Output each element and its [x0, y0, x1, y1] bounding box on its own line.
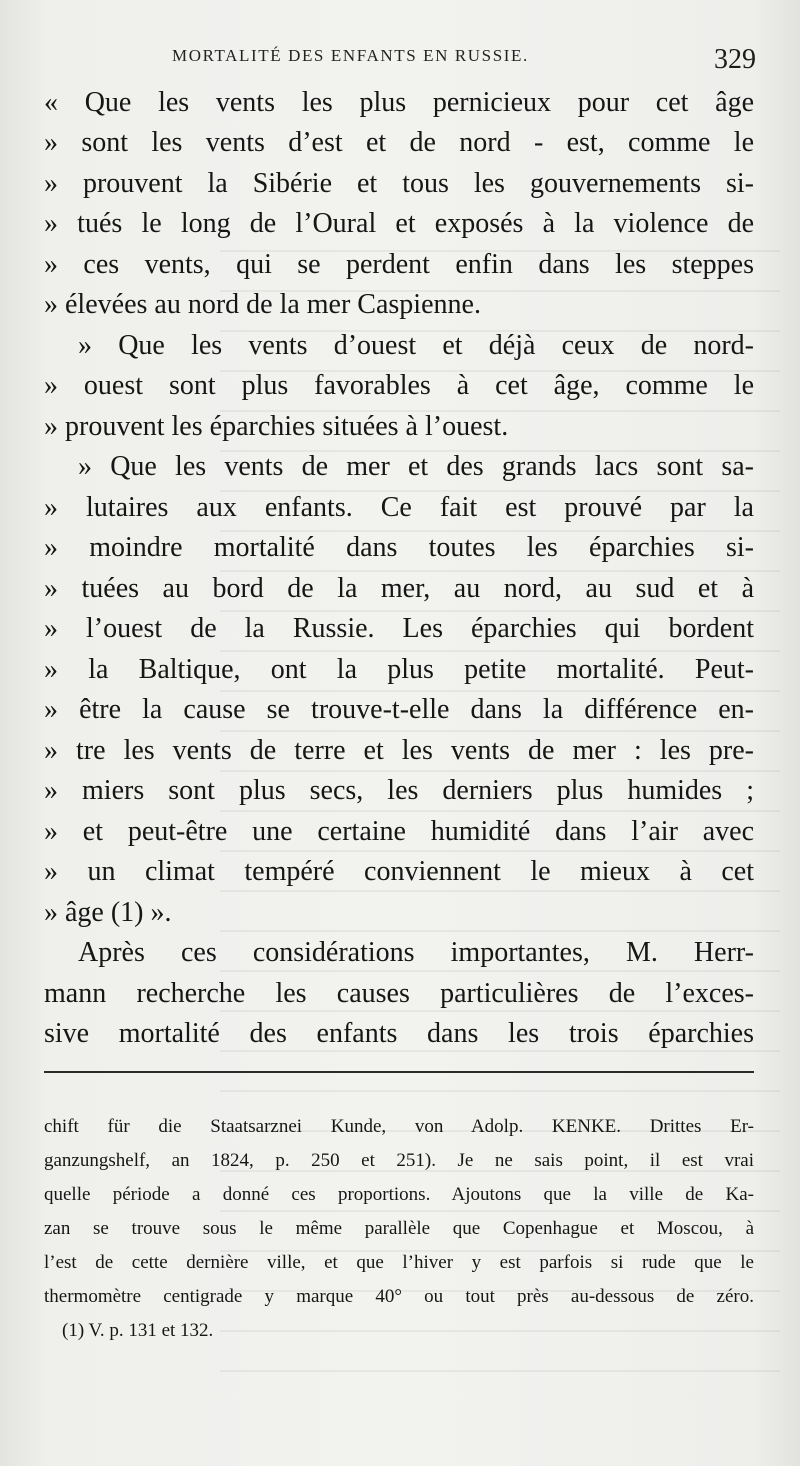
body-line: » élevées au nord de la mer Caspienne. — [44, 289, 481, 320]
body-line: » prouvent les éparchies situées à l’ouest. — [44, 411, 509, 442]
body-line: « Que les vents les plus pernicieux pour cet âge — [44, 87, 754, 118]
body-line: » moindre mortalité dans toutes les éparchies si- — [44, 532, 754, 563]
body-line: » tre les vents de terre et les vents de mer : les pre- — [44, 735, 754, 766]
page-number: 329 — [714, 44, 756, 75]
body-line: » miers sont plus secs, les derniers plus humides ; — [44, 775, 754, 806]
footnote-line: l’est de cette dernière ville, et que l’hiver y est parfois si rude que le — [44, 1252, 754, 1273]
body-line: » âge (1) ». — [44, 897, 172, 928]
body-line: » ouest sont plus favorables à cet âge, comme le — [44, 370, 754, 401]
body-line: » lutaires aux enfants. Ce fait est prouvé par la — [44, 492, 754, 523]
footnote-line: quelle période a donné ces proportions. Ajoutons que la ville de Ka- — [44, 1184, 754, 1205]
body-line: » être la cause se trouve-t-elle dans la différence en- — [44, 694, 754, 725]
footnote-line: zan se trouve sous le même parallèle que Copenhague et Moscou, à — [44, 1218, 754, 1239]
body-line: » Que les vents d’ouest et déjà ceux de nord- — [78, 330, 754, 361]
body-line: » et peut-être une certaine humidité dans l’air avec — [44, 816, 754, 847]
footnote-line: thermomètre centigrade y marque 40° ou tout près au-dessous de zéro. — [44, 1286, 754, 1307]
body-line: » la Baltique, ont la plus petite mortalité. Peut- — [44, 654, 754, 685]
body-line: » tués le long de l’Oural et exposés à la violence de — [44, 208, 754, 239]
body-line: » tuées au bord de la mer, au nord, au sud et à — [44, 573, 754, 604]
body-line: mann recherche les causes particulières de l’exces- — [44, 978, 754, 1009]
body-line: » un climat tempéré conviennent le mieux à cet — [44, 856, 754, 887]
body-line: » sont les vents d’est et de nord - est, comme le — [44, 127, 754, 158]
footnote-line: ganzungshelf, an 1824, p. 250 et 251). Je ne sais point, il est vrai — [44, 1150, 754, 1171]
body-line: sive mortalité des enfants dans les trois éparchies — [44, 1018, 754, 1049]
footnote-rule — [44, 1071, 754, 1073]
footnote-line: (1) V. p. 131 et 132. — [62, 1320, 214, 1341]
body-line: » prouvent la Sibérie et tous les gouvernements si- — [44, 168, 754, 199]
body-line: » l’ouest de la Russie. Les éparchies qui bordent — [44, 613, 754, 644]
running-head: MORTALITÉ DES ENFANTS EN RUSSIE. — [172, 46, 529, 65]
body-line: » ces vents, qui se perdent enfin dans les steppes — [44, 249, 754, 280]
body-line: » Que les vents de mer et des grands lacs sont sa- — [78, 451, 754, 482]
body-line: Après ces considérations importantes, M. Herr- — [78, 937, 754, 968]
footnote-line: chift für die Staatsarznei Kunde, von Adolp. KENKE. Drittes Er- — [44, 1116, 754, 1137]
